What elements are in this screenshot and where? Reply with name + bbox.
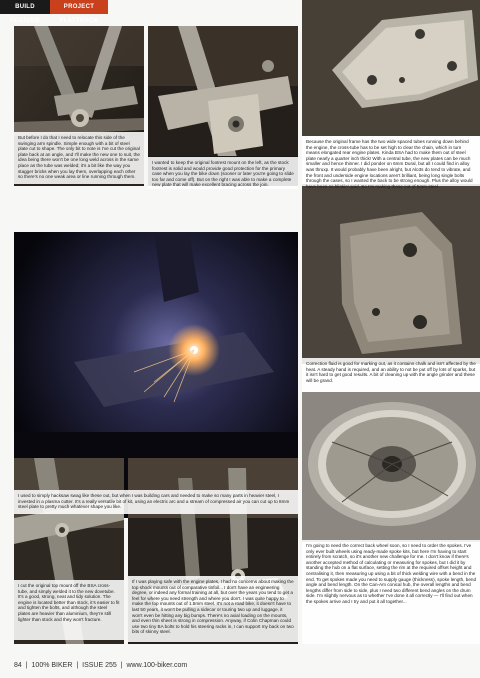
page-footer: [14, 662, 189, 669]
caption-wheel-spokes: I'm going to need the correct back wheel soon, so I need to order the spokes. I've only ever built wheels using ready-made spoke kits, but here I'm having to start entirely from scratch, so it's another new challenge for me. I don't know if there's another accepted method of calculating or measuring for spokes, but I did it by standing the hub on a flat surface, setting the rim at the required offset height and centralising it, then measuring up using a bit of thick welding wire with a bend in the end. To get spokes made you need to supply gauge (thickness), spoke length, bend angle and bend length. On the Can-Am conical hub, the overall lengths and bend lengths differ from side to side, plus I need two different bend angles on the drum side. I'm slightly nervous as to whether I've done it all correctly — I'll find out when the spokes arrive and I try and put it all together...: [302, 540, 480, 644]
photo-marked-plate: [302, 184, 480, 364]
caption-engine-plates: Because the original frame has the two wide spaced tubes running down behind the engine, the cross-tube has to be set high to clear the chain, which in turn means elongated rear engine plates. Kinda BSA had to make them out of steel plate nearly a quarter inch thick! With a central tube, the new plates can be much smaller and hence thinner. I did ponder on 6mm Dural, but all I could find in alloy was thruxp. It would probably have been alright, but Alo3s do tend to vibrate, and the front and underside engine locations aren't brilliant, being long single bolts through the cases, so I wanted the back to be strong enough. Plus the alloy would have been so blinkin' quid. So I'm making these out of 5mm steel.: [302, 136, 480, 186]
footer-separator: |: [76, 662, 79, 669]
footer-separator: |: [120, 662, 123, 669]
photo-wheel-hub: [302, 392, 480, 542]
project-label: PROJECT FLATTRACK: [50, 0, 108, 14]
magazine-name: 100% BIKER: [31, 662, 73, 669]
issue-number: ISSUE 255: [82, 662, 117, 669]
caption-footrest: I wanted to keep the original footrest mount on the left, as the stock footrest is solid and would provide good protection for the primary case when you lay the bike down (sooner or later you're going to slide too far and come off). But on the right I was able to make a complete new plate that will make excellent bracing across the join.: [148, 157, 298, 189]
caption-swingarm: But before I do that I need to relocate this side of the swinging arm spindle. Simple enough with a bit of steel plate cut to shape. The only bit to note is I've cut the original plate back at an angle, and I'll make the new one to suit, the idea being there won't be one long weld across in the same place as the tube was welded; it's a bit like the way you stagger bricks when you lay them, overlapping each other so there's no one weak area or line running through them.: [14, 132, 144, 184]
section-label: BUILD FEATURE: [0, 0, 50, 14]
page-number: 84: [14, 662, 22, 669]
caption-plasma-cutter: I used to simply hacksaw swag like these out, but when I was building cars and needed to make so many parts in heavier steel, I invested in a plasma cutter. It's a really versatile bit of kit, using an electric arc and a stream of compressed air you can cut up to 8mm steel plate to pretty much whatever shape you like.: [14, 490, 298, 514]
caption-correction-fluid: Correction fluid is good for marking out, as it contains chalk and isn't affected by the heat. A steady hand is required, and an ability to not be put off by lots of sparks, but it isn't hard to get good results. A bit of cleaning up with the angle grinder and these will be grand.: [302, 358, 480, 392]
caption-top-mount: I cut the original top mount off the BSA cross-tube, and simply welded it to the new dovetube. It's a good, strong, neat and tidy solution. The engine is located better than stock, it's easier to fit and tighten the bolts, and although the steel plates are heavier than aluminium, they're still lighter than stock and they won't fracture.: [14, 580, 124, 640]
website-link[interactable]: www.100-biker.com: [126, 662, 188, 669]
footer-separator: |: [25, 662, 28, 669]
caption-shock-mounts: If I was playing safe with the engine plates, I had no concerns about making the top shock mounts out of comparative tinfoil... I don't have an engineering degree, or indeed any formal training at all, but over the years you tend to get a feel for where you need strength and where you don't. I was quite happy to make the top mounts out of 1.5mm steel. It's not a road bike, it doesn't have to last 50 years, it won't be pulling a sidecar or touring two up and luggage, it won't even be hitting any big bumps. There's no axial loading on the mounts, and even thin sheet is strong in compression. Anyway, if Colin Chapman could use two tiny BA bolts to hold his steering racks in, I can support my back on two bits of skinny steel.: [128, 576, 298, 642]
photo-engine-plate-template: [302, 0, 480, 136]
